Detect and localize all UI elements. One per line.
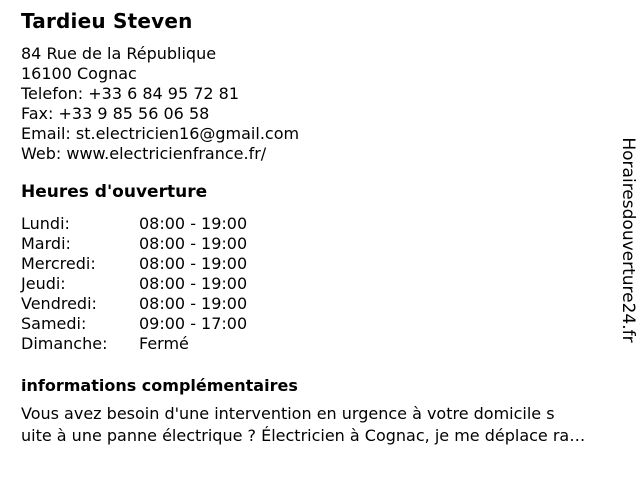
hours-day-label: Jeudi:: [21, 274, 66, 293]
additional-info-text: [21, 403, 600, 447]
hours-row-sunday: [21, 334, 600, 354]
business-name-title: Tardieu Steven: [21, 9, 193, 33]
contact-block: [21, 44, 600, 164]
main-content: [21, 0, 600, 447]
email-line: Email: st.electricien16@gmail.com: [21, 124, 300, 143]
phone-line: Telefon: +33 6 84 95 72 81: [21, 84, 240, 103]
additional-info-title: informations complémentaires: [21, 376, 298, 395]
hours-day-label: Mardi:: [21, 234, 71, 253]
fax-line: Fax: +33 9 85 56 06 58: [21, 104, 210, 123]
hours-row-tuesday: [21, 234, 600, 254]
hours-row-friday: [21, 294, 600, 314]
hours-time-value: 08:00 - 19:00: [139, 234, 248, 253]
hours-row-saturday: [21, 314, 600, 334]
hours-time-value: 09:00 - 17:00: [139, 314, 248, 333]
hours-time-value: 08:00 - 19:00: [139, 274, 248, 293]
website-line: Web: www.electricienfrance.fr/: [21, 144, 267, 163]
hours-day-label: Lundi:: [21, 214, 70, 233]
hours-row-wednesday: [21, 254, 600, 274]
hours-day-label: Samedi:: [21, 314, 87, 333]
address-line-2: 16100 Cognac: [21, 64, 137, 83]
hours-time-value: 08:00 - 19:00: [139, 294, 248, 313]
hours-time-value: 08:00 - 19:00: [139, 254, 248, 273]
opening-hours-table: [21, 214, 600, 354]
hours-time-value: 08:00 - 19:00: [139, 214, 248, 233]
site-watermark: Horairesdouverture24.fr: [618, 137, 638, 343]
hours-day-label: Vendredi:: [21, 294, 97, 313]
hours-row-monday: [21, 214, 600, 234]
hours-row-thursday: [21, 274, 600, 294]
hours-time-value: Fermé: [139, 334, 189, 353]
hours-day-label: Dimanche:: [21, 334, 108, 353]
hours-day-label: Mercredi:: [21, 254, 96, 273]
info-text-line: uite à une panne électrique ? Électricien à Cognac, je me déplace ra…: [21, 426, 586, 445]
opening-hours-title: Heures d'ouverture: [21, 182, 208, 202]
info-text-line: Vous avez besoin d'une intervention en urgence à votre domicile s: [21, 404, 555, 423]
address-line-1: 84 Rue de la République: [21, 44, 217, 63]
